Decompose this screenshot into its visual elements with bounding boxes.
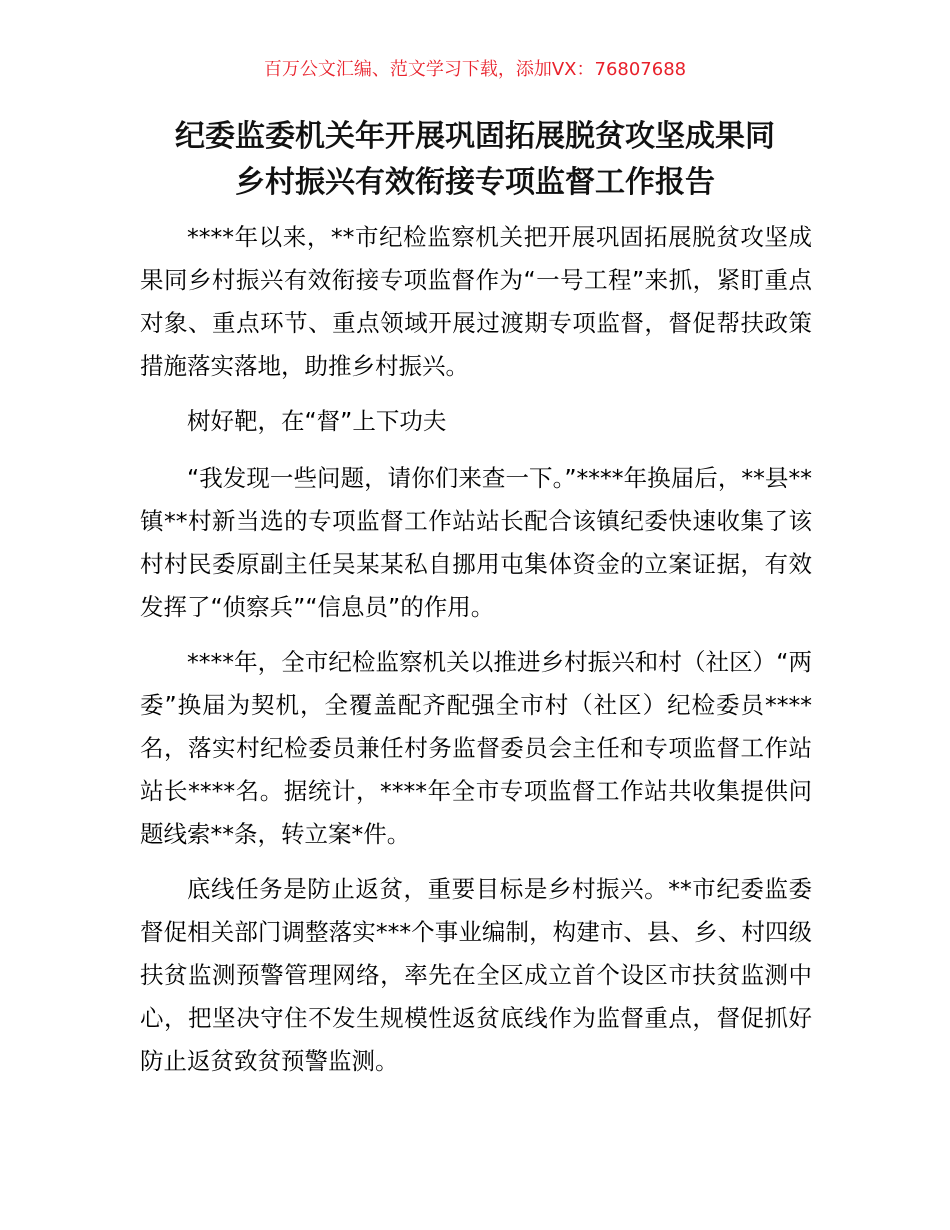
- title-line-2: 乡村振兴有效衔接专项监督工作报告: [235, 165, 715, 200]
- paragraph-statistics: ****年，全市纪检监察机关以推进乡村振兴和村（社区）“两委”换届为契机，全覆盖配齐配强全市村（社区）纪检委员****名，落实村纪检委员兼任村务监督委员会主任和专项监督工作站站长****名。据统计，****年全市专项监督工作站共收集提供问题线索**条，转立案*件。: [140, 648, 812, 848]
- section-heading: 树好靶，在“督”上下功夫: [187, 407, 447, 435]
- document-title: [110, 114, 840, 206]
- paragraph-bottom-line: 底线任务是防止返贫，重要目标是乡村振兴。**市纪委监委督促相关部门调整落实***个事业编制，构建市、县、乡、村四级扶贫监测预警管理网络，率先在全区成立首个设区市扶贫监测中心，把坚决守住不发生规模性返贫底线作为监督重点，督促抓好防止返贫致贫预警监测。: [140, 875, 812, 1075]
- title-line-1: 纪委监委机关年开展巩固拓展脱贫攻坚成果同: [175, 119, 775, 154]
- document-body: [140, 216, 812, 1095]
- watermark-banner: 百万公文汇编、范文学习下载，添加VX：76807688: [263, 59, 687, 80]
- paragraph-intro: ****年以来，**市纪检监察机关把开展巩固拓展脱贫攻坚成果同乡村振兴有效衔接专项监督作为“一号工程”来抓，紧盯重点对象、重点环节、重点领域开展过渡期专项监督，督促帮扶政策措施落实落地，助推乡村振兴。: [140, 223, 812, 380]
- paragraph-quote: “我发现一些问题，请你们来查一下。”****年换届后，**县**镇**村新当选的专项监督工作站站长配合该镇纪委快速收集了该村村民委原副主任吴某某私自挪用屯集体资金的立案证据，有效发挥了“侦察兵”“信息员”的作用。: [140, 464, 812, 621]
